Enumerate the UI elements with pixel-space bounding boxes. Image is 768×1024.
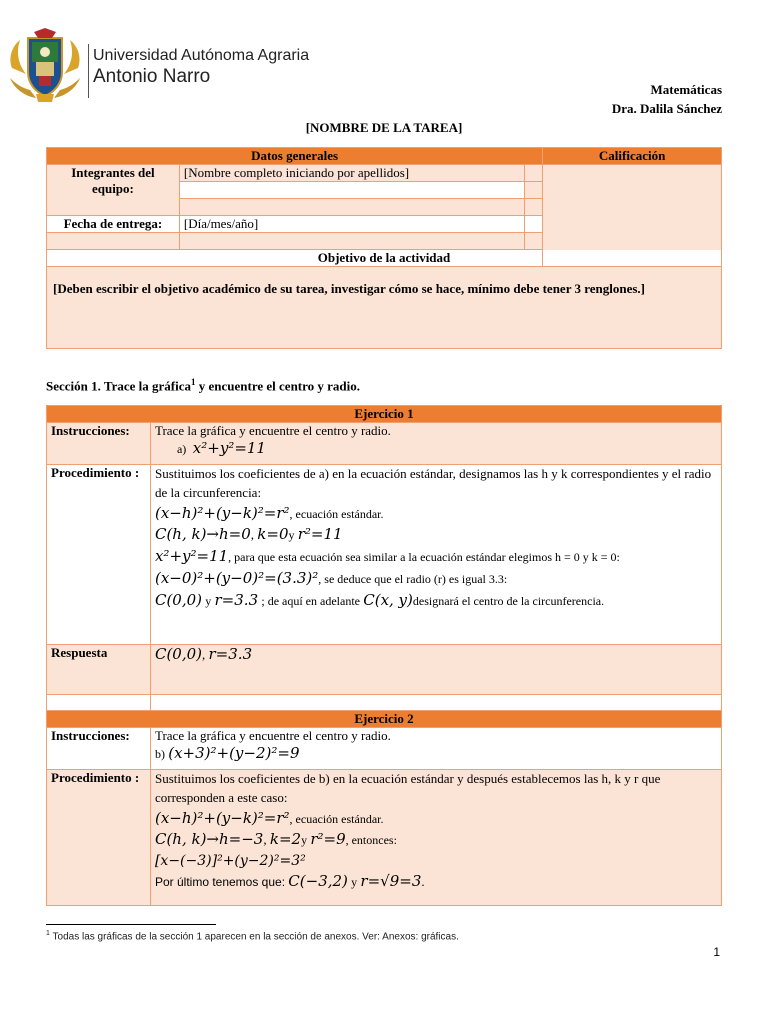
date-cell-aux	[525, 216, 543, 233]
exercise1-r2: r²=11	[297, 525, 343, 544]
exercise1-instructions-label: Instrucciones:	[47, 423, 151, 465]
exercise2-procedure	[150, 770, 721, 906]
teacher-name: Dra. Dalila Sánchez	[611, 101, 722, 116]
page-number: 1	[713, 945, 720, 959]
exercise2-instructions	[150, 728, 721, 770]
assignment-title: [NOMBRE DE LA TAREA]	[305, 120, 463, 135]
exercise2-substituted: [x−(−3)]²+(y−2)²=3²	[154, 853, 306, 870]
exercise1-center-h: C(h, k)→h=0	[154, 525, 251, 544]
exercise1-procedure	[150, 465, 721, 645]
exercise1-procedure-label: Procedimiento :	[47, 465, 151, 645]
exercises-table	[46, 405, 722, 906]
exercise2-std-text: , ecuación estándar.	[289, 811, 384, 826]
exercise1-answer-label: Respuesta	[47, 645, 151, 695]
general-data-table	[46, 147, 722, 349]
exercise2-title: Ejercicio 2	[47, 711, 722, 728]
footnote-mark: 1	[46, 930, 50, 937]
spacer-right	[150, 695, 721, 711]
members-cell-aux-2	[525, 182, 543, 199]
footnote-ref[interactable]: 1	[191, 377, 196, 387]
exercise1-instructions-text: Trace la gráfica y encuentre el centro y radio.	[154, 423, 391, 438]
exercise1-std-eq: (x−h)²+(y−k)²=r²	[154, 503, 290, 522]
exercise1-cxy: C(x, y)	[363, 590, 413, 609]
exercise2-sep: ,	[263, 832, 267, 848]
exercise1-k: k=0	[257, 525, 289, 544]
exercise1-title: Ejercicio 1	[47, 406, 722, 423]
exercise1-y2: y	[205, 593, 212, 608]
exercise2-y2: y	[351, 875, 358, 890]
exercise2-std-eq: (x−h)²+(y−k)²=r²	[154, 808, 290, 827]
exercise1-radius-text: , se deduce que el radio (r) es igual 3.3:	[318, 571, 508, 586]
objective-header: Objetivo de la actividad	[47, 250, 722, 267]
exercise1-answer-center: C(0,0)	[154, 645, 203, 663]
exercise1-proc-intro: Sustituimos los coeficientes de a) en la ecuación estándar, designamos las h y k correspondientes y el radio de la circunferencia:	[154, 466, 712, 500]
date-input[interactable]: [Día/mes/año]	[179, 216, 524, 233]
exercise1-radius: r=3.3	[214, 590, 259, 609]
exercise2-instructions-label: Instrucciones:	[47, 728, 151, 770]
members-label: Integrantes del equipo:	[47, 165, 180, 216]
footnote	[46, 930, 459, 942]
blank-cell-3	[525, 233, 543, 250]
date-label: Fecha de entrega:	[47, 216, 180, 233]
section1-title-prefix: Sección 1. Trace la gráfica	[46, 378, 192, 394]
spacer-left	[47, 695, 151, 711]
blank-cell-1	[47, 233, 180, 250]
exercise1-y: y	[288, 528, 295, 543]
logo-divider	[88, 44, 89, 98]
exercise1-substituted: (x−0)²+(y−0)²=(3.3)²	[154, 568, 319, 587]
exercise2-radius: r=√9=3	[360, 872, 422, 891]
exercise2-final-text: Por último tenemos que:	[154, 875, 286, 890]
section1-title-suffix: y encuentre el centro y radio.	[195, 378, 361, 394]
university-name-line1: Universidad Autónoma Agraria	[93, 47, 310, 64]
exercise2-end: .	[421, 874, 425, 890]
members-input[interactable]: [Nombre completo iniciando por apellidos]	[179, 165, 524, 182]
members-cell-aux-3	[525, 199, 543, 216]
exercise1-answer-sep: ,	[202, 647, 206, 662]
exercise2-k: k=2	[269, 830, 302, 849]
exercise2-equation: (x+3)²+(y−2)²=9	[168, 744, 300, 762]
exercise1-std-text: , ecuación estándar.	[289, 506, 384, 521]
exercise2-then: , entonces:	[345, 833, 397, 848]
exercise1-note-a: ; de aquí en adelante	[261, 593, 360, 608]
subject-label: Matemáticas	[650, 82, 722, 97]
members-input-3[interactable]	[179, 199, 524, 216]
exercise1-equation: x²+y²=11	[192, 439, 266, 457]
exercise1-note-b: designará el centro de la circunferencia.	[412, 593, 605, 608]
university-name-line2: Antonio Narro	[93, 66, 211, 87]
exercise2-center: C(−3,2)	[288, 872, 348, 891]
grade-header: Calificación	[543, 148, 722, 165]
exercise1-center: C(0,0)	[154, 590, 203, 609]
general-data-header: Datos generales	[47, 148, 543, 165]
exercise1-eq-repeat: x²+y²=11	[154, 547, 229, 566]
exercise2-proc-intro: Sustituimos los coeficientes de b) en la ecuación estándar y después establecemos las h, k y r que corresponden a este caso:	[154, 771, 661, 805]
exercise2-procedure-label: Procedimiento :	[47, 770, 151, 906]
section1-title	[46, 377, 360, 394]
members-input-2[interactable]	[179, 182, 524, 199]
exercise1-instructions	[150, 423, 721, 465]
blank-cell-2	[179, 233, 524, 250]
exercise1-eq-text: , para que esta ecuación sea similar a la ecuación estándar elegimos h = 0 y k = 0:	[228, 550, 620, 565]
footnote-text: Todas las gráficas de la sección 1 aparecen en la sección de anexos. Ver: Anexos: gráficas.	[49, 931, 459, 943]
objective-text[interactable]: [Deben escribir el objetivo académico de su tarea, investigar cómo se hace, mínimo debe tener 3 renglones.]	[47, 267, 722, 349]
footnote-divider	[46, 924, 216, 925]
exercise2-center-h: C(h, k)→h=−3	[154, 830, 264, 849]
members-cell-aux	[525, 165, 543, 182]
exercise1-item-label: a)	[176, 442, 187, 456]
exercise2-instructions-text: Trace la gráfica y encuentre el centro y radio.	[154, 728, 391, 743]
exercise1-sep: ,	[250, 527, 255, 543]
exercise2-r2: r²=9	[310, 830, 346, 849]
exercise1-answer-radius: r=3.3	[208, 645, 253, 663]
university-logo	[6, 28, 84, 104]
exercise2-y: y	[301, 833, 308, 848]
exercise1-answer	[150, 645, 721, 695]
exercise2-item-label: b)	[154, 747, 165, 761]
